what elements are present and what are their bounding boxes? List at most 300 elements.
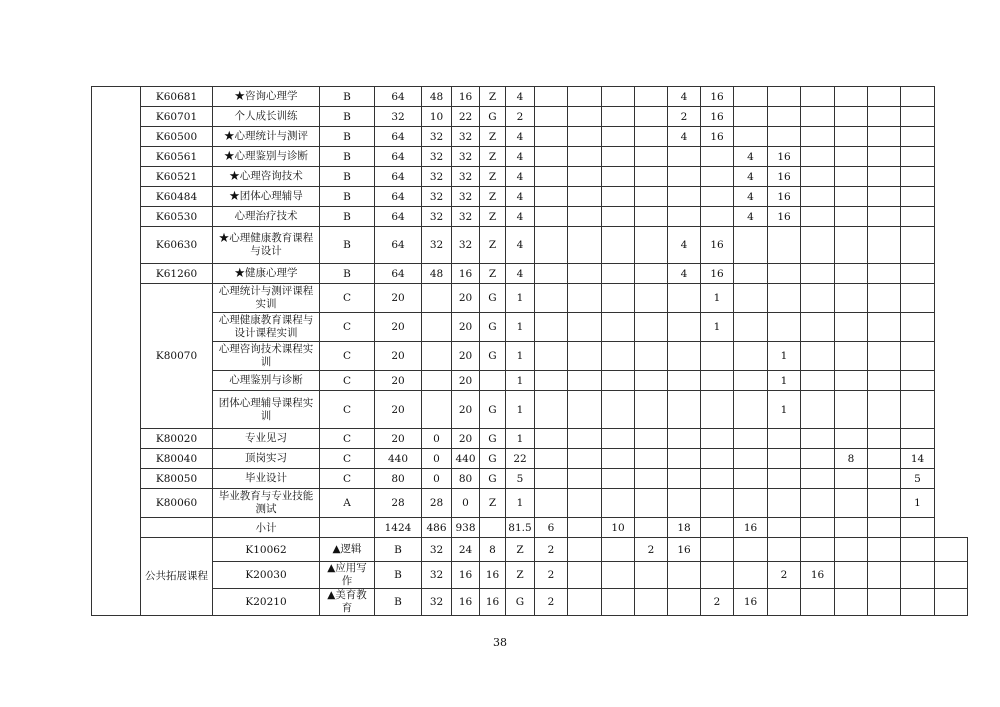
table-row [92, 187, 968, 207]
semester-s6-cell [701, 429, 734, 449]
credits-cell: 4 [506, 127, 535, 147]
semester-s7-cell [734, 449, 768, 469]
course-code-cell: K60530 [141, 207, 213, 227]
theory-cell: 48 [422, 264, 452, 284]
semester-s3-cell [602, 87, 635, 107]
semester-s3-cell [602, 167, 635, 187]
exam-cell: Z [480, 127, 506, 147]
practice-cell: 32 [452, 147, 480, 167]
total-cell: 64 [375, 147, 422, 167]
course-name-cell: 毕业设计 [213, 469, 320, 489]
course-name-cell: ▲逻辑 [320, 538, 375, 562]
credits-cell: 4 [506, 227, 535, 264]
semester-s8-cell [768, 87, 801, 107]
course-code-cell: K60701 [141, 107, 213, 127]
semester-s8-cell: 16 [768, 147, 801, 167]
credits-cell: 2 [535, 589, 568, 616]
type-cell: C [320, 429, 375, 449]
semester-s2-cell [568, 187, 602, 207]
theory-cell: 16 [452, 589, 480, 616]
semester-s7-cell [734, 107, 768, 127]
semester-s10-cell [835, 391, 868, 429]
semester-s10-cell [835, 107, 868, 127]
semester-s4-cell [668, 562, 701, 589]
semester-s9-cell [801, 371, 835, 391]
semester-s12-cell [935, 589, 968, 616]
semester-s8-cell: 16 [801, 562, 835, 589]
type-cell: C [320, 391, 375, 429]
exam-cell: G [480, 391, 506, 429]
semester-s3-cell [635, 562, 668, 589]
practice-cell: 16 [452, 264, 480, 284]
course-code-cell: K60561 [141, 147, 213, 167]
semester-s1-cell [535, 187, 568, 207]
semester-s12-cell [901, 107, 935, 127]
semester-s2-cell [568, 167, 602, 187]
course-name-cell: 心理治疗技术 [213, 207, 320, 227]
course-name-cell: 专业见习 [213, 429, 320, 449]
semester-s8-cell: 1 [768, 391, 801, 429]
course-name-cell: 心理咨询技术课程实训 [213, 342, 320, 371]
total-cell: 32 [422, 589, 452, 616]
semester-s1-cell [535, 264, 568, 284]
semester-s6-cell: 16 [701, 264, 734, 284]
theory-cell: 0 [422, 429, 452, 449]
category-cell [92, 87, 141, 616]
semester-s8-cell [768, 127, 801, 147]
semester-s5-cell [668, 147, 701, 167]
credits-cell: 1 [506, 371, 535, 391]
table-row [92, 429, 968, 449]
semester-s5-cell [668, 313, 701, 342]
course-name-cell: 毕业教育与专业技能测试 [213, 489, 320, 518]
semester-s12-cell [935, 538, 968, 562]
semester-s8-cell [768, 227, 801, 264]
course-name-cell: ★心理统计与测评 [213, 127, 320, 147]
semester-s4-cell [635, 518, 668, 538]
semester-s2-cell [568, 107, 602, 127]
semester-s3-cell: 10 [602, 518, 635, 538]
semester-s1-cell [535, 391, 568, 429]
table-row [92, 391, 968, 429]
semester-s3-cell [602, 207, 635, 227]
semester-s12-cell: 1 [901, 489, 935, 518]
semester-s6-cell: 16 [701, 227, 734, 264]
semester-s7-cell [734, 227, 768, 264]
semester-s5-cell: 4 [668, 264, 701, 284]
credits-cell: 4 [506, 87, 535, 107]
type-cell: B [375, 589, 422, 616]
semester-s8-cell: 16 [768, 207, 801, 227]
semester-s9-cell [801, 313, 835, 342]
practice-cell: 32 [452, 207, 480, 227]
theory-cell: 24 [452, 538, 480, 562]
semester-s6-cell [701, 207, 734, 227]
semester-s1-cell [535, 127, 568, 147]
semester-s3-cell [602, 264, 635, 284]
credits-cell: 1 [506, 284, 535, 313]
exam-cell: Z [480, 147, 506, 167]
course-code-cell: K80060 [141, 489, 213, 518]
semester-s5-cell: 4 [668, 87, 701, 107]
semester-s3-cell [602, 449, 635, 469]
semester-s10-cell [835, 127, 868, 147]
total-cell: 20 [375, 391, 422, 429]
semester-s8-cell: 16 [768, 167, 801, 187]
practice-cell: 16 [480, 562, 506, 589]
semester-s10-cell [835, 429, 868, 449]
total-cell: 20 [375, 284, 422, 313]
semester-s7-cell [734, 342, 768, 371]
semester-s10-cell [835, 371, 868, 391]
semester-s7-cell [734, 429, 768, 449]
semester-s12-cell [901, 342, 935, 371]
semester-s2-cell [568, 264, 602, 284]
exam-cell [480, 371, 506, 391]
semester-s2-cell [568, 449, 602, 469]
total-cell: 64 [375, 127, 422, 147]
semester-s6-cell: 1 [701, 313, 734, 342]
course-code-cell: K80020 [141, 429, 213, 449]
semester-s6-cell [701, 371, 734, 391]
credits-cell: 5 [506, 469, 535, 489]
course-name-cell: ▲应用写作 [320, 562, 375, 589]
semester-s6-cell [701, 449, 734, 469]
total-cell: 32 [375, 107, 422, 127]
credits-cell: 2 [535, 562, 568, 589]
type-cell: B [320, 127, 375, 147]
table-row [92, 107, 968, 127]
semester-s12-cell: 14 [901, 449, 935, 469]
course-name-cell: 顶岗实习 [213, 449, 320, 469]
semester-s6-cell [701, 167, 734, 187]
semester-s11-cell [868, 227, 901, 264]
semester-s4-cell [635, 207, 668, 227]
semester-s12-cell [901, 147, 935, 167]
theory-cell [422, 284, 452, 313]
course-code-cell: K60630 [141, 227, 213, 264]
total-cell: 20 [375, 429, 422, 449]
course-name-cell: 心理统计与测评课程实训 [213, 284, 320, 313]
semester-s3-cell [602, 391, 635, 429]
semester-s2-cell [602, 562, 635, 589]
exam-cell: Z [506, 538, 535, 562]
theory-cell [422, 313, 452, 342]
semester-s5-cell [668, 187, 701, 207]
theory-cell: 16 [452, 562, 480, 589]
practice-cell: 20 [452, 313, 480, 342]
practice-cell: 8 [480, 538, 506, 562]
semester-s11-cell [868, 391, 901, 429]
semester-s7-cell [734, 127, 768, 147]
semester-s5-cell [701, 538, 734, 562]
course-name-cell: 心理健康教育课程与设计课程实训 [213, 313, 320, 342]
semester-s2-cell [568, 371, 602, 391]
semester-s1-cell [535, 489, 568, 518]
semester-s1-cell [535, 87, 568, 107]
theory-cell: 0 [422, 469, 452, 489]
semester-s9-cell [801, 127, 835, 147]
subtotal-total: 1424 [375, 518, 422, 538]
semester-s11-cell [868, 187, 901, 207]
semester-s11-cell [868, 147, 901, 167]
semester-s7-cell: 4 [734, 167, 768, 187]
type-cell: B [375, 538, 422, 562]
semester-s7-cell: 4 [734, 147, 768, 167]
semester-s8-cell [768, 313, 801, 342]
type-cell: B [320, 187, 375, 207]
semester-s1-cell [535, 284, 568, 313]
semester-s6-cell: 16 [734, 589, 768, 616]
total-cell: 64 [375, 187, 422, 207]
course-name-cell: 心理鉴别与诊断 [213, 371, 320, 391]
practice-cell: 440 [452, 449, 480, 469]
total-cell: 64 [375, 87, 422, 107]
semester-s11-cell [868, 264, 901, 284]
semester-s8-cell [768, 449, 801, 469]
exam-cell: Z [480, 264, 506, 284]
semester-s5-cell: 18 [668, 518, 701, 538]
semester-s9-cell [801, 449, 835, 469]
table-row [92, 127, 968, 147]
exam-cell: Z [480, 87, 506, 107]
credits-cell: 4 [506, 264, 535, 284]
total-cell: 64 [375, 167, 422, 187]
semester-s4-cell [635, 227, 668, 264]
semester-s4-cell [668, 589, 701, 616]
semester-s10-cell [835, 227, 868, 264]
semester-s10-cell [868, 562, 901, 589]
table-row [92, 167, 968, 187]
theory-cell: 32 [422, 127, 452, 147]
semester-s10-cell [835, 469, 868, 489]
table-row [92, 284, 968, 313]
semester-s1-cell [535, 167, 568, 187]
semester-s4-cell [635, 147, 668, 167]
semester-s7-cell [734, 87, 768, 107]
semester-s1-cell [535, 227, 568, 264]
course-code-cell: K80040 [141, 449, 213, 469]
semester-s3-cell [602, 187, 635, 207]
type-cell: B [320, 227, 375, 264]
semester-s10-cell [868, 589, 901, 616]
semester-s3-cell [602, 489, 635, 518]
credits-cell: 4 [506, 147, 535, 167]
credits-cell: 1 [506, 429, 535, 449]
practice-cell: 80 [452, 469, 480, 489]
practice-cell: 20 [452, 371, 480, 391]
course-code-cell: K61260 [141, 264, 213, 284]
semester-s3-cell [602, 342, 635, 371]
semester-s7-cell: 4 [734, 207, 768, 227]
semester-s3-cell: 2 [635, 538, 668, 562]
course-name-cell: ★心理健康教育课程与设计 [213, 227, 320, 264]
semester-s8-cell [801, 538, 835, 562]
semester-s5-cell: 2 [701, 589, 734, 616]
course-name-cell: ★健康心理学 [213, 264, 320, 284]
practice-cell: 20 [452, 342, 480, 371]
course-name-cell: ★心理鉴别与诊断 [213, 147, 320, 167]
semester-s11-cell [901, 589, 935, 616]
semester-s7-cell [734, 371, 768, 391]
semester-s11-cell [868, 107, 901, 127]
exam-cell: Z [506, 562, 535, 589]
semester-s10-cell [835, 313, 868, 342]
semester-s10-cell [835, 284, 868, 313]
course-code-cell [141, 518, 213, 538]
semester-s11-cell [901, 538, 935, 562]
credits-cell: 2 [506, 107, 535, 127]
course-code-cell: K80050 [141, 469, 213, 489]
semester-s11-cell [868, 489, 901, 518]
exam-cell: Z [480, 207, 506, 227]
semester-s7-cell: 4 [734, 187, 768, 207]
semester-s10-cell: 8 [835, 449, 868, 469]
semester-s8-cell [768, 284, 801, 313]
semester-s9-cell [801, 391, 835, 429]
theory-cell: 32 [422, 187, 452, 207]
semester-s12-cell [901, 284, 935, 313]
exam-cell: Z [480, 227, 506, 264]
semester-s11-cell [868, 342, 901, 371]
semester-s12-cell [901, 371, 935, 391]
semester-s6-cell: 16 [701, 87, 734, 107]
course-code-cell: K60500 [141, 127, 213, 147]
semester-s6-cell: 16 [701, 107, 734, 127]
semester-s7-cell: 2 [768, 562, 801, 589]
type-cell: A [320, 489, 375, 518]
table-row [92, 489, 968, 518]
semester-s2-cell [568, 127, 602, 147]
semester-s6-cell [701, 187, 734, 207]
semester-s7-cell [734, 264, 768, 284]
credits-cell: 2 [535, 538, 568, 562]
subtotal-credits: 81.5 [506, 518, 535, 538]
semester-s4-cell [635, 313, 668, 342]
credits-cell: 1 [506, 342, 535, 371]
semester-s3-cell [602, 313, 635, 342]
total-cell: 20 [375, 342, 422, 371]
semester-s9-cell [801, 227, 835, 264]
course-code-cell: K20030 [213, 562, 320, 589]
semester-s8-cell [801, 589, 835, 616]
course-name-cell: 团体心理辅导课程实训 [213, 391, 320, 429]
type-cell: B [320, 207, 375, 227]
semester-s7-cell [734, 469, 768, 489]
semester-s9-cell [801, 342, 835, 371]
semester-s10-cell [835, 87, 868, 107]
semester-s1-cell [535, 207, 568, 227]
total-cell: 28 [375, 489, 422, 518]
table-row [92, 538, 968, 562]
semester-s9-cell [801, 429, 835, 449]
table-row [92, 449, 968, 469]
semester-s3-cell [602, 429, 635, 449]
credits-cell: 4 [506, 167, 535, 187]
semester-s8-cell [768, 489, 801, 518]
semester-s3-cell [602, 107, 635, 127]
semester-s11-cell [868, 167, 901, 187]
semester-s3-cell [602, 371, 635, 391]
semester-s12-cell [935, 562, 968, 589]
exam-cell [480, 518, 506, 538]
course-name-cell: ★心理咨询技术 [213, 167, 320, 187]
type-cell: C [320, 342, 375, 371]
semester-s4-cell [635, 489, 668, 518]
semester-s11-cell [868, 207, 901, 227]
semester-s12-cell [901, 87, 935, 107]
semester-s1-cell [568, 562, 602, 589]
group-label-cell: 公共拓展课程 [141, 538, 213, 616]
semester-s5-cell [668, 449, 701, 469]
exam-cell: G [480, 313, 506, 342]
semester-s4-cell [635, 371, 668, 391]
semester-s1-cell [535, 429, 568, 449]
table-row [92, 87, 968, 107]
semester-s12-cell: 5 [901, 469, 935, 489]
course-code-cell: K20210 [213, 589, 320, 616]
type-cell: B [375, 562, 422, 589]
semester-s1-cell [568, 538, 602, 562]
table-row [92, 469, 968, 489]
course-name-cell: ★咨询心理学 [213, 87, 320, 107]
exam-cell: Z [480, 187, 506, 207]
semester-s7-cell [734, 489, 768, 518]
table-row [92, 562, 968, 589]
theory-cell: 32 [422, 207, 452, 227]
subtotal-row [92, 518, 968, 538]
type-cell: B [320, 264, 375, 284]
semester-s9-cell [801, 489, 835, 518]
semester-s5-cell [668, 284, 701, 313]
semester-s5-cell: 4 [668, 227, 701, 264]
semester-s6-cell [701, 391, 734, 429]
semester-s7-cell [768, 538, 801, 562]
semester-s8-cell: 1 [768, 342, 801, 371]
theory-cell [422, 391, 452, 429]
semester-s1-cell [568, 589, 602, 616]
semester-s9-cell [801, 87, 835, 107]
semester-s11-cell [868, 469, 901, 489]
semester-s11-cell [868, 87, 901, 107]
semester-s4-cell [635, 127, 668, 147]
semester-s9-cell [801, 207, 835, 227]
semester-s5-cell [701, 562, 734, 589]
semester-s2-cell [568, 391, 602, 429]
total-cell: 64 [375, 264, 422, 284]
curriculum-table [91, 86, 968, 616]
semester-s10-cell [868, 538, 901, 562]
semester-s9-cell [801, 147, 835, 167]
semester-s10-cell [835, 264, 868, 284]
semester-s3-cell [602, 469, 635, 489]
course-code-cell: K10062 [213, 538, 320, 562]
type-cell: B [320, 87, 375, 107]
semester-s12-cell [901, 429, 935, 449]
semester-s6-cell [701, 342, 734, 371]
semester-s6-cell: 16 [701, 127, 734, 147]
semester-s10-cell [835, 518, 868, 538]
semester-s7-cell [734, 284, 768, 313]
semester-s12-cell [901, 313, 935, 342]
type-cell: B [320, 147, 375, 167]
semester-s2-cell [568, 342, 602, 371]
practice-cell: 32 [452, 187, 480, 207]
semester-s3-cell [602, 227, 635, 264]
semester-s4-cell [635, 284, 668, 313]
semester-s12-cell [901, 127, 935, 147]
exam-cell: Z [480, 167, 506, 187]
